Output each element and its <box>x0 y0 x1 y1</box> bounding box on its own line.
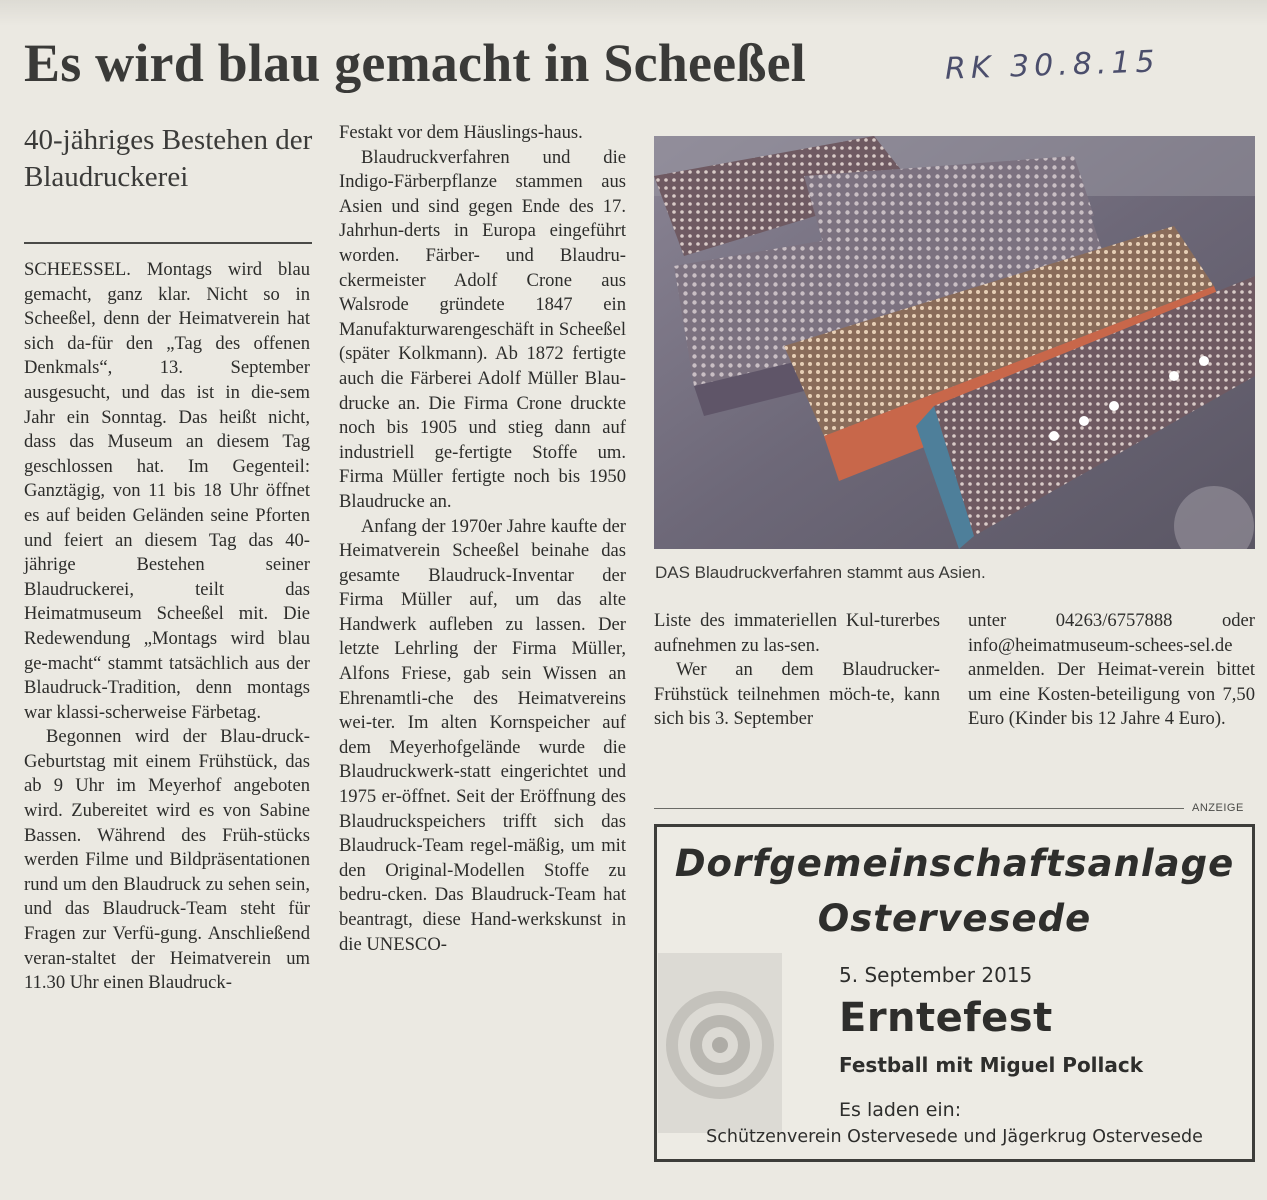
advertisement-label: ANZEIGE <box>1192 802 1244 814</box>
ad-date: 5. September 2015 <box>839 963 1033 987</box>
article-column-1 <box>24 258 310 996</box>
ad-hosts: Schützenverein Ostervesede und Jägerkrug Ostervesede <box>706 1127 1203 1147</box>
ad-invite: Es laden ein: <box>839 1099 962 1121</box>
paragraph: unter 04263/6757888 oder info@heimatmuseum-schees-sel.de anmelden. Der Heimat-verein bittet um eine Kosten-beteiligung von 7,50 Euro (Kinder bis 12 Jahre 4 Euro). <box>968 610 1255 730</box>
article-column-3 <box>654 609 940 732</box>
paragraph: Blaudruckverfahren und die Indigo-Färberpflanze stammen aus Asien und sind gegen Ende des 17. Jahrhun-derts in Europa eingeführt worden. Färber- und Blaudru-ckermeister Adolf Crone aus Walsrode gründete 1847 ein Manufakturwarengeschäft in Scheeßel (später Kolkmann). Ab 1872 fertigte auch die Färberei Adolf Müller Blau-drucke an. Die Firma Crone druckte noch bis 1905 und stieg dann auf industriell ge-fertigte Stoffe um. Firma Müller fertigte noch bis 1950 Blaudrucke an. <box>339 146 626 512</box>
paragraph: SCHEESSEL. Montags wird blau gemacht, ganz klar. Nicht so in Scheeßel, denn der Heimatverein hat sich da-für den „Tag des offenen Denkmals“, 13. September ausgesucht, und das ist in die-sem Jahr ein Sonntag. Das heißt nicht, dass das Museum an diesem Tag geschlossen hat. Im Gegenteil: Ganztägig, von 11 bis 18 Uhr öffnet es auf beiden Geländen seine Pforten und feiert an diesem Tag das 40-jährige Bestehen seiner Blaudruckerei, teilt das Heimatmuseum Scheeßel mit. Die Redewendung „Montags wird blau ge-macht“ stammt tatsächlich aus der Blaudruck-Tradition, denn montags war klassi-scherweise Färbetag. <box>24 259 310 723</box>
article-column-2 <box>339 121 626 957</box>
paragraph: Wer an dem Blaudrucker-Frühstück teilnehmen möch-te, kann sich bis 3. September <box>654 659 940 730</box>
printing-blocks-image <box>654 136 1255 549</box>
ad-title-line-2: Ostervesede <box>817 897 1092 940</box>
paragraph: Begonnen wird der Blau-druck-Geburtstag mit einem Frühstück, das ab 9 Uhr im Meyerhof angeboten wird. Zubereitet wird es von Sabine Bassen. Während des Früh-stücks werden Filme und Bildpräsentationen rund um den Blaudruck zu sehen sein, und das Blaudruck-Team steht für Fragen zur Verfü-gung. Anschließend veran-staltet der Heimatverein um 11.30 Uhr einen Blaudruck- <box>24 726 310 994</box>
photo-caption: DAS Blaudruckverfahren stammt aus Asien. <box>655 563 986 582</box>
article-subhead: 40-jähriges Bestehen der Blaudruckerei <box>24 124 313 193</box>
paragraph: Anfang der 1970er Jahre kaufte der Heimatverein Scheeßel beinahe das gesamte Blaudruck-Inventar der Firma Müller auf, um das alte Handwerk aufleben zu lassen. Der letzte Lehrling der Firma Müller, Alfons Friese, gab sein Wissen an Ehrenamtli-che des Heimatvereins wei-ter. Im alten Kornspeicher auf dem Meyerhofgelände wurde die Blaudruckwerk-statt eingerichtet und 1975 er-öffnet. Seit der Eröffnung des Blaudruckspeichers trifft sich das Blaudruck-Team regel-mäßig, um mit den Original-Modellen Stoffe zu bedru-cken. Das Blaudruck-Team hat beantragt, diese Hand-werkskunst in die UNESCO- <box>339 515 626 955</box>
advertisement-rule <box>654 808 1184 809</box>
paragraph: Festakt vor dem Häuslings-haus. <box>339 122 583 143</box>
article-column-4 <box>968 609 1255 732</box>
ad-event-name: Erntefest <box>839 995 1053 1041</box>
target-icon <box>658 953 782 1133</box>
ad-subtitle: Festball mit Miguel Pollack <box>839 1053 1144 1077</box>
previous-page-strip <box>0 0 1267 26</box>
handwritten-note: RK 30.8.15 <box>944 44 1161 87</box>
paragraph: Liste des immateriellen Kul-turerbes aufnehmen zu las-sen. <box>654 610 940 656</box>
subhead-rule <box>24 242 312 244</box>
advertisement <box>654 824 1255 1162</box>
article-headline: Es wird blau gemacht in Scheeßel <box>24 33 806 93</box>
article-photo <box>654 136 1255 549</box>
ad-title-line-1: Dorfgemeinschaftsanlage <box>674 842 1235 885</box>
